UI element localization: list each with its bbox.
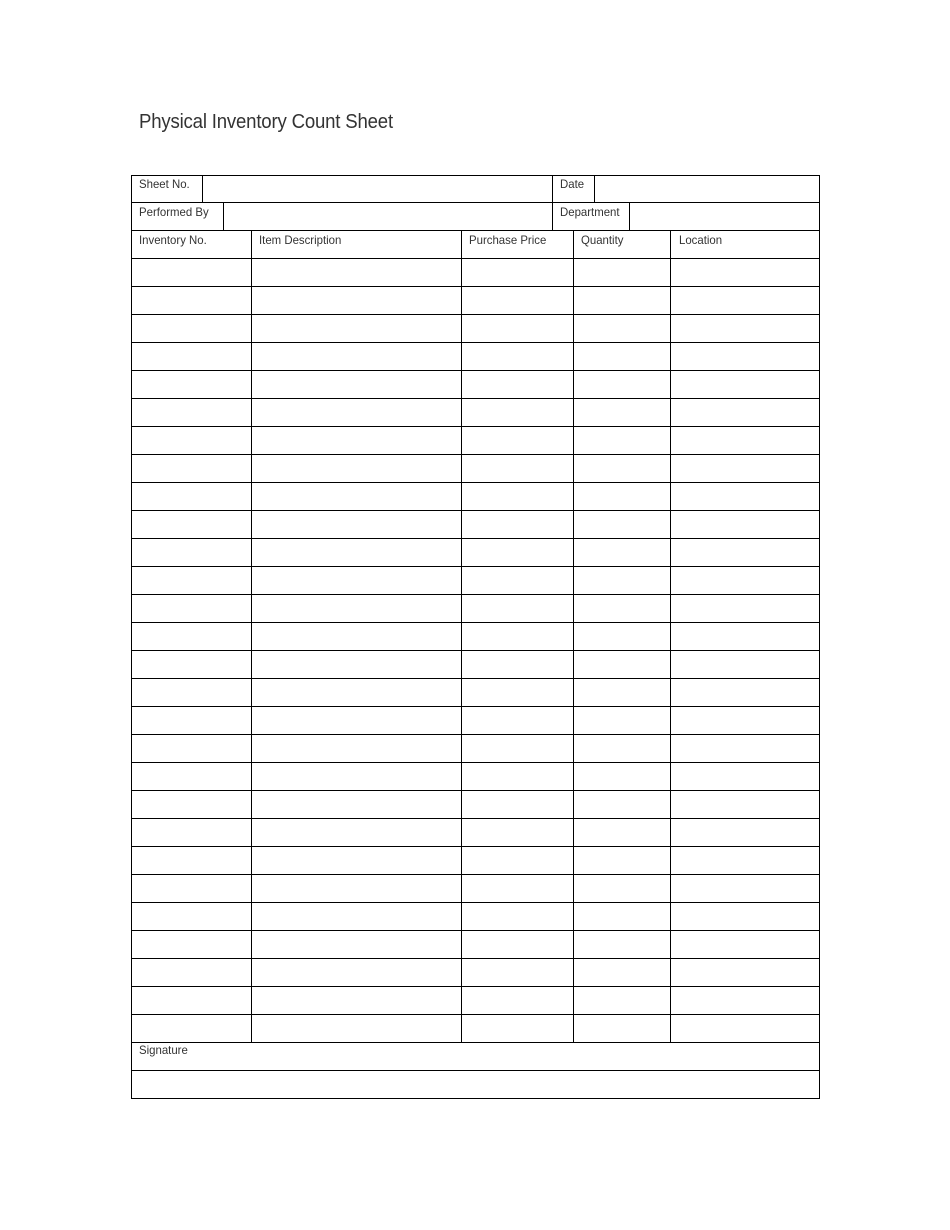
row-line	[131, 706, 820, 707]
table-cell[interactable]	[467, 403, 566, 425]
table-cell[interactable]	[676, 599, 811, 621]
table-cell[interactable]	[676, 655, 811, 677]
table-cell[interactable]	[676, 459, 811, 481]
row-line	[131, 678, 820, 679]
row-line	[131, 734, 820, 735]
row-line	[131, 1042, 820, 1043]
table-cell[interactable]	[676, 487, 811, 509]
table-cell[interactable]	[257, 515, 449, 537]
table-cell[interactable]	[676, 907, 811, 929]
table-cell[interactable]	[137, 263, 243, 285]
table-cell[interactable]	[137, 739, 243, 761]
table-cell[interactable]	[257, 543, 449, 565]
table-cell[interactable]	[579, 823, 664, 845]
column-divider	[461, 231, 462, 1043]
table-cell[interactable]	[137, 431, 243, 453]
row-line	[131, 510, 820, 511]
table-cell[interactable]	[676, 879, 811, 901]
signature-label: Signature	[139, 1043, 188, 1057]
performed-by-field[interactable]	[224, 203, 552, 231]
table-cell[interactable]	[257, 599, 449, 621]
table-cell[interactable]	[137, 823, 243, 845]
row-line	[131, 874, 820, 875]
table-cell[interactable]	[579, 627, 664, 649]
table-cell[interactable]	[467, 263, 566, 285]
table-cell[interactable]	[579, 851, 664, 873]
table-cell[interactable]	[257, 683, 449, 705]
table-cell[interactable]	[676, 795, 811, 817]
table-cell[interactable]	[579, 543, 664, 565]
table-cell[interactable]	[257, 347, 449, 369]
table-cell[interactable]	[257, 963, 449, 985]
table-cell[interactable]	[257, 291, 449, 313]
table-cell[interactable]	[467, 935, 566, 957]
row-line	[131, 258, 820, 259]
row-line	[131, 566, 820, 567]
page-title: Physical Inventory Count Sheet	[139, 111, 393, 133]
table-cell[interactable]	[467, 571, 566, 593]
table-cell[interactable]	[579, 599, 664, 621]
table-cell[interactable]	[257, 263, 449, 285]
table-cell[interactable]	[579, 711, 664, 733]
row-line	[131, 426, 820, 427]
table-cell[interactable]	[467, 319, 566, 341]
table-cell[interactable]	[137, 963, 243, 985]
inventory-count-form	[131, 175, 820, 1099]
table-cell[interactable]	[676, 823, 811, 845]
row-line	[131, 594, 820, 595]
table-cell[interactable]	[137, 655, 243, 677]
table-cell[interactable]	[257, 739, 449, 761]
row-line	[131, 482, 820, 483]
table-cell[interactable]	[579, 683, 664, 705]
table-cell[interactable]	[579, 319, 664, 341]
column-header-inventory-no: Inventory No.	[139, 233, 207, 247]
table-cell[interactable]	[257, 991, 449, 1013]
table-cell[interactable]	[467, 879, 566, 901]
row-line	[131, 902, 820, 903]
table-cell[interactable]	[467, 487, 566, 509]
table-cell[interactable]	[137, 711, 243, 733]
table-cell[interactable]	[676, 683, 811, 705]
table-cell[interactable]	[257, 571, 449, 593]
table-cell[interactable]	[467, 795, 566, 817]
row-line	[131, 762, 820, 763]
table-cell[interactable]	[579, 935, 664, 957]
table-cell[interactable]	[137, 879, 243, 901]
table-cell[interactable]	[676, 851, 811, 873]
column-header-quantity: Quantity	[581, 233, 624, 247]
column-header-location: Location	[679, 233, 723, 247]
table-cell[interactable]	[467, 767, 566, 789]
table-cell[interactable]	[467, 683, 566, 705]
table-cell[interactable]	[467, 851, 566, 873]
table-cell[interactable]	[676, 935, 811, 957]
table-cell[interactable]	[579, 347, 664, 369]
department-label: Department	[560, 205, 620, 219]
row-line	[131, 342, 820, 343]
divider	[552, 175, 553, 231]
row-line	[131, 930, 820, 931]
row-line	[131, 454, 820, 455]
row-line	[131, 846, 820, 847]
table-cell[interactable]	[137, 599, 243, 621]
row-line	[131, 286, 820, 287]
department-field[interactable]	[630, 203, 820, 231]
table-cell[interactable]	[676, 711, 811, 733]
table-cell[interactable]	[257, 319, 449, 341]
table-cell[interactable]	[676, 403, 811, 425]
table-cell[interactable]	[257, 823, 449, 845]
sheet-no-label: Sheet No.	[139, 177, 190, 191]
table-cell[interactable]	[137, 403, 243, 425]
row-line	[131, 650, 820, 651]
table-cell[interactable]	[137, 291, 243, 313]
table-cell[interactable]	[257, 795, 449, 817]
table-cell[interactable]	[467, 543, 566, 565]
table-cell[interactable]	[467, 459, 566, 481]
column-divider	[251, 231, 252, 1043]
table-cell[interactable]	[676, 767, 811, 789]
table-cell[interactable]	[257, 935, 449, 957]
table-cell[interactable]	[676, 543, 811, 565]
table-cell[interactable]	[676, 963, 811, 985]
date-field[interactable]	[595, 175, 820, 203]
table-cell[interactable]	[467, 1019, 566, 1041]
table-cell[interactable]	[137, 767, 243, 789]
table-cell[interactable]	[137, 543, 243, 565]
table-cell[interactable]	[579, 375, 664, 397]
table-cell[interactable]	[467, 711, 566, 733]
table-cell[interactable]	[257, 851, 449, 873]
table-cell[interactable]	[257, 1019, 449, 1041]
table-cell[interactable]	[676, 263, 811, 285]
row-line	[131, 370, 820, 371]
table-cell[interactable]	[579, 655, 664, 677]
table-cell[interactable]	[467, 907, 566, 929]
table-cell[interactable]	[467, 431, 566, 453]
table-cell[interactable]	[579, 459, 664, 481]
table-cell[interactable]	[676, 739, 811, 761]
table-cell[interactable]	[137, 683, 243, 705]
table-cell[interactable]	[579, 403, 664, 425]
performed-by-label: Performed By	[139, 205, 209, 219]
table-cell[interactable]	[137, 795, 243, 817]
table-cell[interactable]	[467, 739, 566, 761]
table-cell[interactable]	[257, 907, 449, 929]
sheet-no-field[interactable]	[203, 175, 552, 203]
table-cell[interactable]	[579, 767, 664, 789]
table-cell[interactable]	[676, 991, 811, 1013]
table-cell[interactable]	[137, 459, 243, 481]
table-cell[interactable]	[467, 823, 566, 845]
table-cell[interactable]	[137, 1019, 243, 1041]
table-cell[interactable]	[257, 459, 449, 481]
row-line	[131, 1014, 820, 1015]
table-cell[interactable]	[579, 907, 664, 929]
table-cell[interactable]	[467, 347, 566, 369]
table-cell[interactable]	[137, 319, 243, 341]
table-cell[interactable]	[137, 991, 243, 1013]
table-cell[interactable]	[137, 375, 243, 397]
table-cell[interactable]	[579, 1019, 664, 1041]
table-cell[interactable]	[579, 879, 664, 901]
row-line	[131, 538, 820, 539]
column-divider	[670, 231, 671, 1043]
table-cell[interactable]	[579, 739, 664, 761]
table-cell[interactable]	[137, 851, 243, 873]
table-cell[interactable]	[467, 599, 566, 621]
table-cell[interactable]	[676, 571, 811, 593]
table-cell[interactable]	[579, 263, 664, 285]
table-cell[interactable]	[257, 375, 449, 397]
table-cell[interactable]	[467, 655, 566, 677]
column-divider	[573, 231, 574, 1043]
row-line	[131, 398, 820, 399]
table-cell[interactable]	[579, 487, 664, 509]
table-cell[interactable]	[676, 515, 811, 537]
table-cell[interactable]	[676, 375, 811, 397]
table-cell[interactable]	[137, 907, 243, 929]
table-cell[interactable]	[579, 515, 664, 537]
table-cell[interactable]	[467, 515, 566, 537]
table-cell[interactable]	[137, 487, 243, 509]
table-cell[interactable]	[676, 627, 811, 649]
table-cell[interactable]	[676, 319, 811, 341]
table-cell[interactable]	[467, 375, 566, 397]
table-cell[interactable]	[676, 291, 811, 313]
table-cell[interactable]	[257, 627, 449, 649]
row-line	[131, 986, 820, 987]
table-cell[interactable]	[257, 655, 449, 677]
row-line	[131, 958, 820, 959]
table-cell[interactable]	[579, 991, 664, 1013]
table-cell[interactable]	[137, 347, 243, 369]
table-cell[interactable]	[467, 627, 566, 649]
row-line	[131, 818, 820, 819]
row-line	[131, 314, 820, 315]
table-cell[interactable]	[257, 487, 449, 509]
table-cell[interactable]	[257, 879, 449, 901]
table-cell[interactable]	[579, 431, 664, 453]
table-cell[interactable]	[257, 767, 449, 789]
column-header-purchase-price: Purchase Price	[469, 233, 547, 247]
table-cell[interactable]	[676, 1019, 811, 1041]
table-cell[interactable]	[579, 795, 664, 817]
table-cell[interactable]	[137, 935, 243, 957]
table-cell[interactable]	[137, 515, 243, 537]
table-cell[interactable]	[467, 963, 566, 985]
row-line	[131, 230, 820, 231]
table-cell[interactable]	[579, 571, 664, 593]
table-cell[interactable]	[137, 627, 243, 649]
table-cell[interactable]	[676, 431, 811, 453]
table-cell[interactable]	[579, 963, 664, 985]
table-cell[interactable]	[257, 403, 449, 425]
column-header-item-description: Item Description	[259, 233, 342, 247]
table-cell[interactable]	[676, 347, 811, 369]
row-line	[131, 622, 820, 623]
date-label: Date	[560, 177, 585, 191]
table-cell[interactable]	[467, 991, 566, 1013]
table-cell[interactable]	[137, 571, 243, 593]
table-cell[interactable]	[467, 291, 566, 313]
table-cell[interactable]	[257, 431, 449, 453]
table-cell[interactable]	[579, 291, 664, 313]
table-cell[interactable]	[257, 711, 449, 733]
signature-field[interactable]	[131, 1071, 820, 1099]
row-line	[131, 790, 820, 791]
